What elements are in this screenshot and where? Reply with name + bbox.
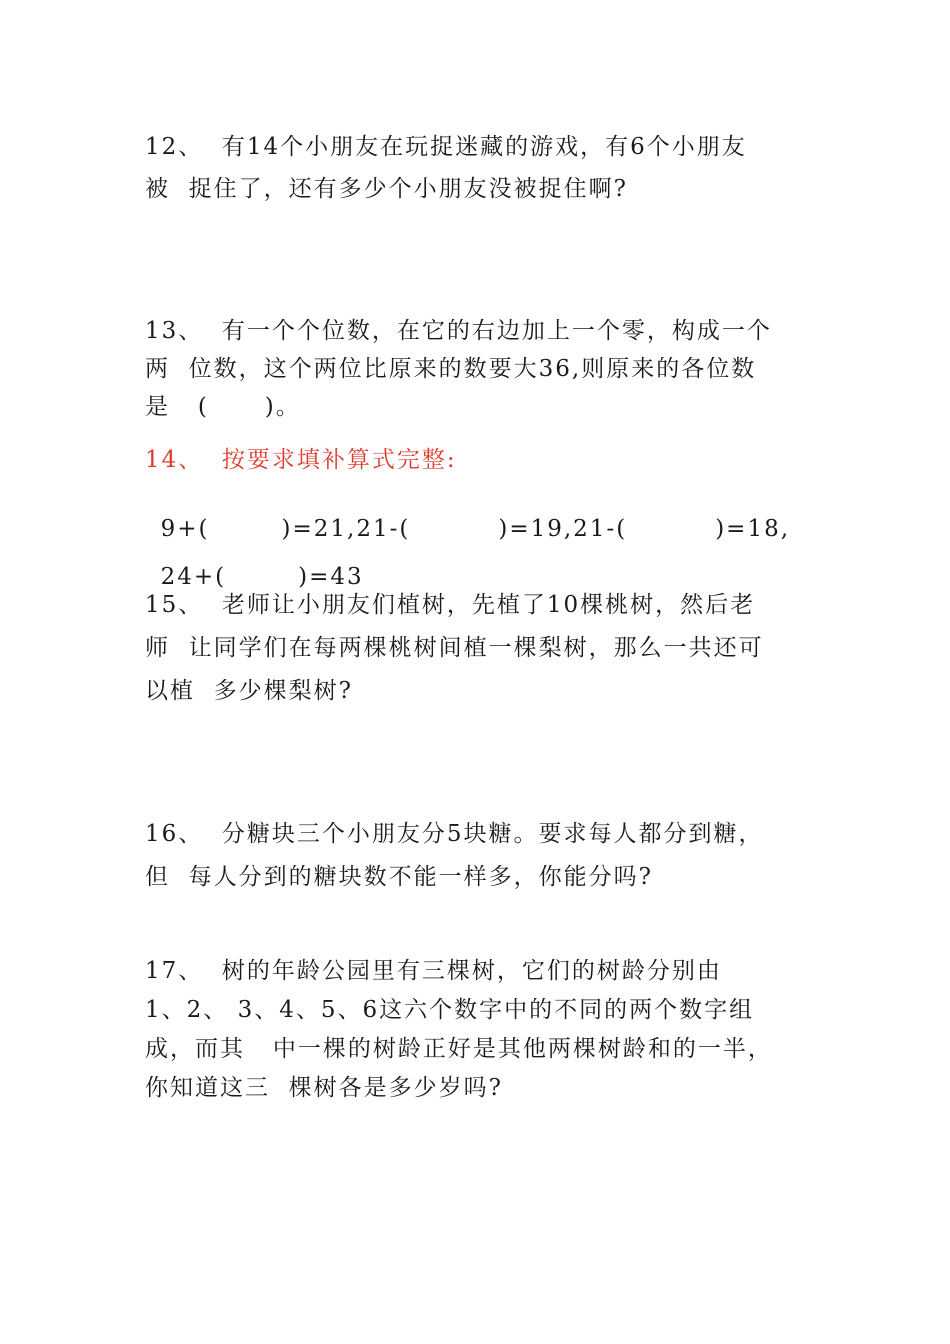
q14-equation-row-2	[142, 543, 364, 589]
q13-line-1: 13、 有一个个位数，在它的右边加上一个零，构成一个	[145, 318, 772, 344]
q14-eq1-part-b: )=21,21-(	[281, 516, 411, 542]
q13-line-3: 是 ( )。	[145, 394, 301, 420]
q14-eq1-part-a: 9+(	[160, 516, 210, 542]
q12-line-2: 被 捉住了，还有多少个小朋友没被捉住啊?	[145, 176, 628, 202]
q17-line-1: 17、 树的年龄公园里有三棵树，它们的树龄分别由	[145, 958, 722, 984]
q14-eq2-part-b: )=43	[298, 564, 364, 590]
q17-line-3: 成，而其 中一棵的树龄正好是其他两棵树龄和的一半，	[145, 1036, 773, 1062]
q15-line-3: 以植 多少棵梨树?	[145, 678, 353, 704]
q13-line-2: 两 位数，这个两位比原来的数要大36,则原来的各位数	[145, 356, 757, 382]
q14-eq1-part-d: )=18,	[715, 516, 791, 542]
q15-line-1: 15、 老师让小朋友们植树，先植了10棵桃树，然后老	[145, 592, 756, 618]
q15-line-2: 师 让同学们在每两棵桃树间植一棵梨树，那么一共还可	[145, 635, 764, 661]
q12-line-1: 12、 有14个小朋友在玩捉迷藏的游戏，有6个小朋友	[145, 134, 747, 160]
q17-line-2: 1、2、 3、4、5、6这六个数字中的不同的两个数字组	[145, 997, 755, 1023]
q17-line-4: 你知道这三 棵树各是多少岁吗?	[145, 1075, 503, 1101]
q14-equation-row-1	[142, 495, 790, 541]
q16-line-1: 16、 分糖块三个小朋友分5块糖。要求每人都分到糖，	[145, 821, 764, 847]
q14-eq2-part-a: 24+(	[160, 564, 227, 590]
q16-line-2: 但 每人分到的糖块数不能一样多，你能分吗?	[145, 864, 653, 890]
q14-title: 14、 按要求填补算式完整:	[145, 447, 457, 473]
q14-eq1-part-c: )=19,21-(	[498, 516, 628, 542]
